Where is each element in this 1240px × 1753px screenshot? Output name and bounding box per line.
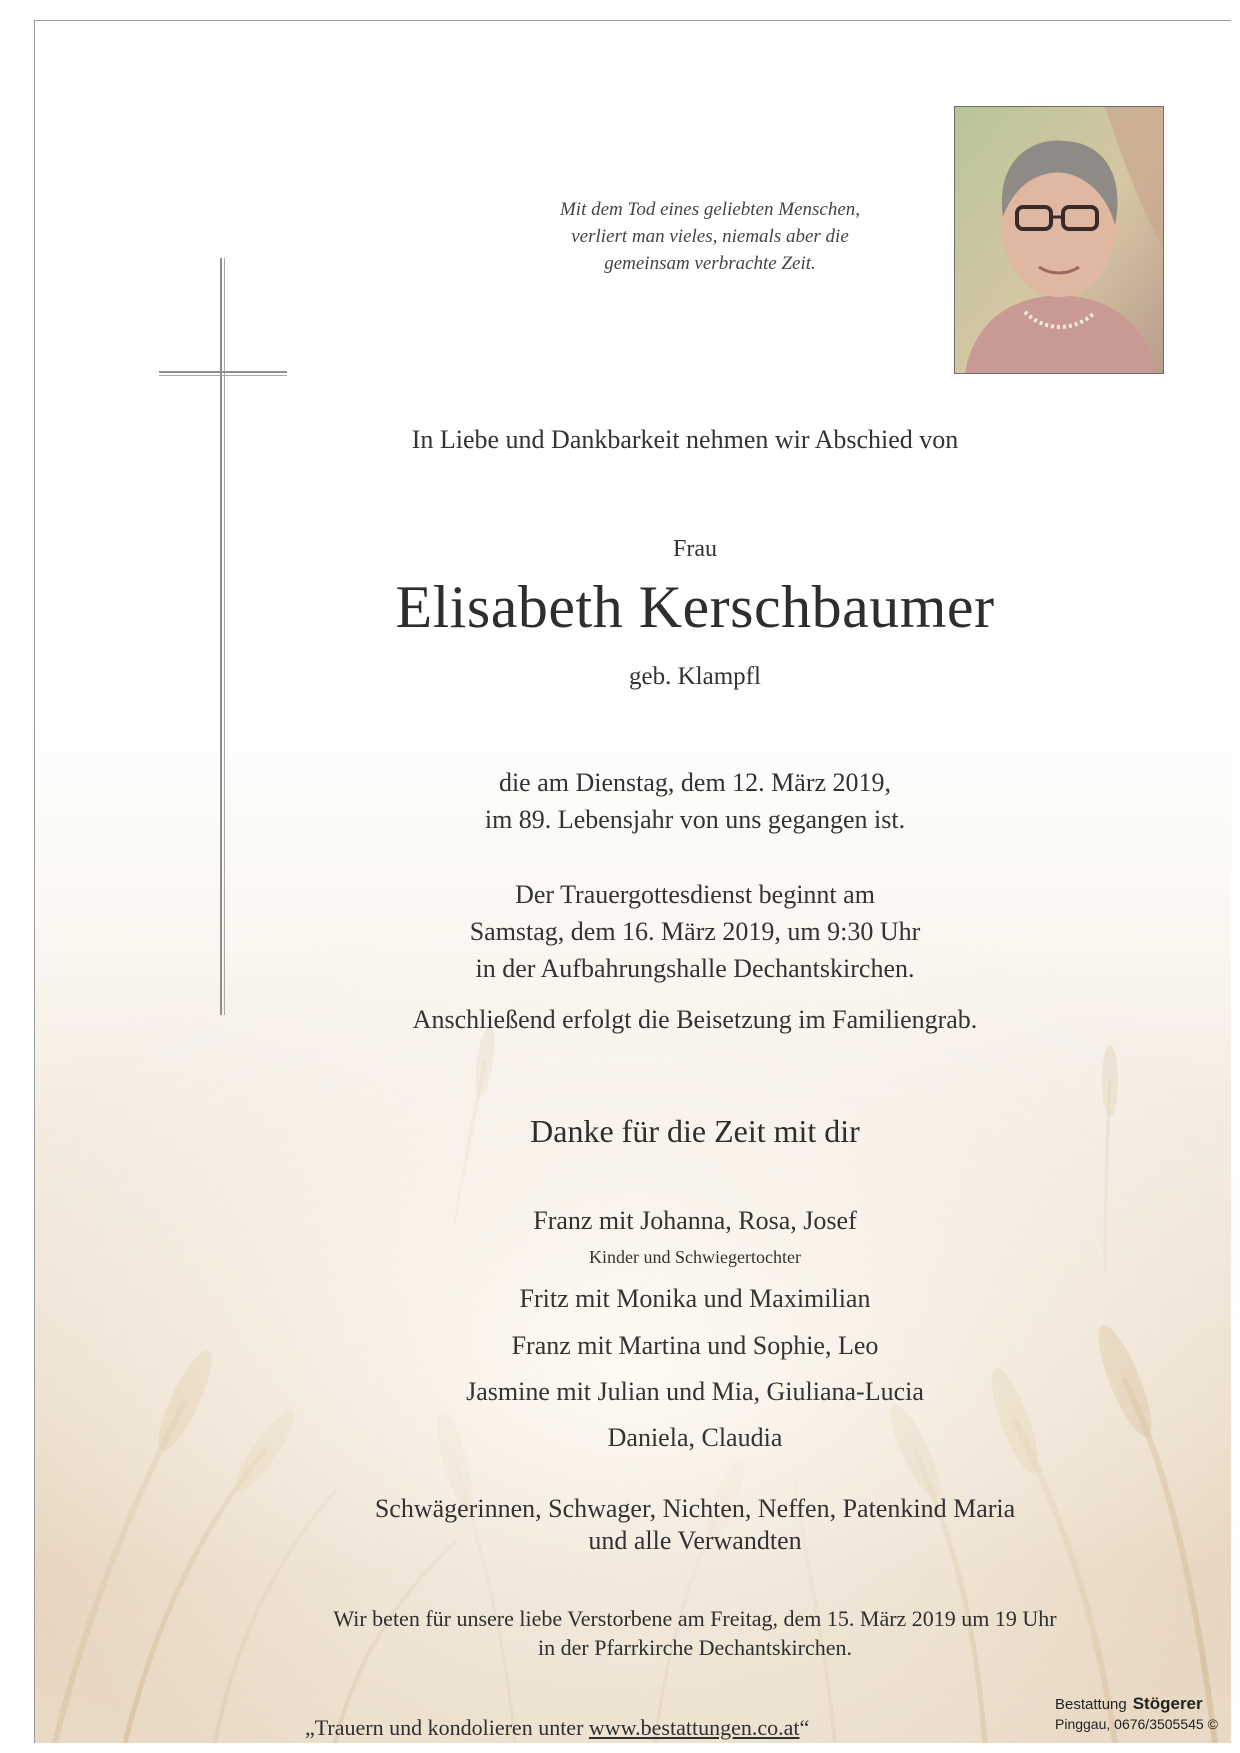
funeral-service-info bbox=[335, 876, 1055, 987]
service-line: Samstag, dem 16. März 2019, um 9:30 Uhr bbox=[469, 917, 921, 946]
quote-line: Mit dem Tod eines geliebten Menschen, bbox=[559, 199, 861, 220]
thanks-heading: Danke für die Zeit mit dir bbox=[530, 1113, 860, 1149]
family-line: Daniela, Claudia bbox=[607, 1423, 783, 1452]
company-contact: Pinggau, 0676/3505545 © bbox=[1055, 1716, 1218, 1732]
quote-line: gemeinsam verbrachte Zeit. bbox=[604, 253, 816, 274]
farewell-intro: In Liebe und Dankbarkeit nehmen wir Abschied von bbox=[411, 425, 959, 454]
family-line: Fritz mit Monika und Maximilian bbox=[519, 1284, 871, 1313]
condolence-line bbox=[305, 1715, 1005, 1741]
burial-info: Anschließend erfolgt die Beisetzung im Familiengrab. bbox=[412, 1005, 978, 1034]
company-label: Bestattung bbox=[1055, 1696, 1127, 1713]
memorial-quote bbox=[520, 196, 900, 277]
company-name: Stögerer bbox=[1132, 1694, 1203, 1713]
death-info bbox=[365, 764, 1025, 838]
condolence-link[interactable]: www.bestattungen.co.at bbox=[588, 1715, 800, 1740]
prayer-line: in der Pfarrkirche Dechantskirchen. bbox=[538, 1635, 852, 1660]
condolence-suffix: “ bbox=[799, 1715, 810, 1740]
family-line: Jasmine mit Julian und Mia, Giuliana-Lucia bbox=[466, 1377, 924, 1406]
birth-name: geb. Klampfl bbox=[629, 663, 761, 690]
portrait-photo bbox=[954, 106, 1164, 374]
prayer-line: Wir beten für unsere liebe Verstorbene am Freitag, dem 15. März 2019 um 19 Uhr bbox=[333, 1606, 1057, 1631]
relatives-line: und alle Verwandten bbox=[588, 1526, 802, 1555]
family-line: Franz mit Martina und Sophie, Leo bbox=[511, 1331, 879, 1360]
obituary-page bbox=[34, 20, 1231, 1743]
deceased-name: Elisabeth Kerschbaumer bbox=[395, 574, 995, 640]
service-line: in der Aufbahrungshalle Dechantskirchen. bbox=[475, 954, 915, 983]
relatives-block bbox=[235, 1493, 1155, 1557]
quote-line: verliert man vieles, niemals aber die bbox=[571, 226, 849, 247]
funeral-company bbox=[1055, 1694, 1230, 1732]
company-title bbox=[1055, 1694, 1230, 1714]
prayer-info bbox=[185, 1604, 1205, 1662]
family-line-note: Kinder und Schwiegertochter bbox=[589, 1247, 801, 1267]
relatives-line: Schwägerinnen, Schwager, Nichten, Neffen, Patenkind Maria bbox=[374, 1494, 1016, 1523]
family-line: Franz mit Johanna, Rosa, Josef bbox=[533, 1206, 857, 1235]
service-line: Der Trauergottesdienst beginnt am bbox=[515, 880, 875, 909]
salutation: Frau bbox=[673, 536, 717, 562]
death-line: im 89. Lebensjahr von uns gegangen ist. bbox=[484, 805, 906, 834]
condolence-prefix: „Trauern und kondolieren unter bbox=[305, 1715, 589, 1740]
death-line: die am Dienstag, dem 12. März 2019, bbox=[498, 768, 892, 797]
cross-horizontal-bar bbox=[159, 371, 287, 376]
